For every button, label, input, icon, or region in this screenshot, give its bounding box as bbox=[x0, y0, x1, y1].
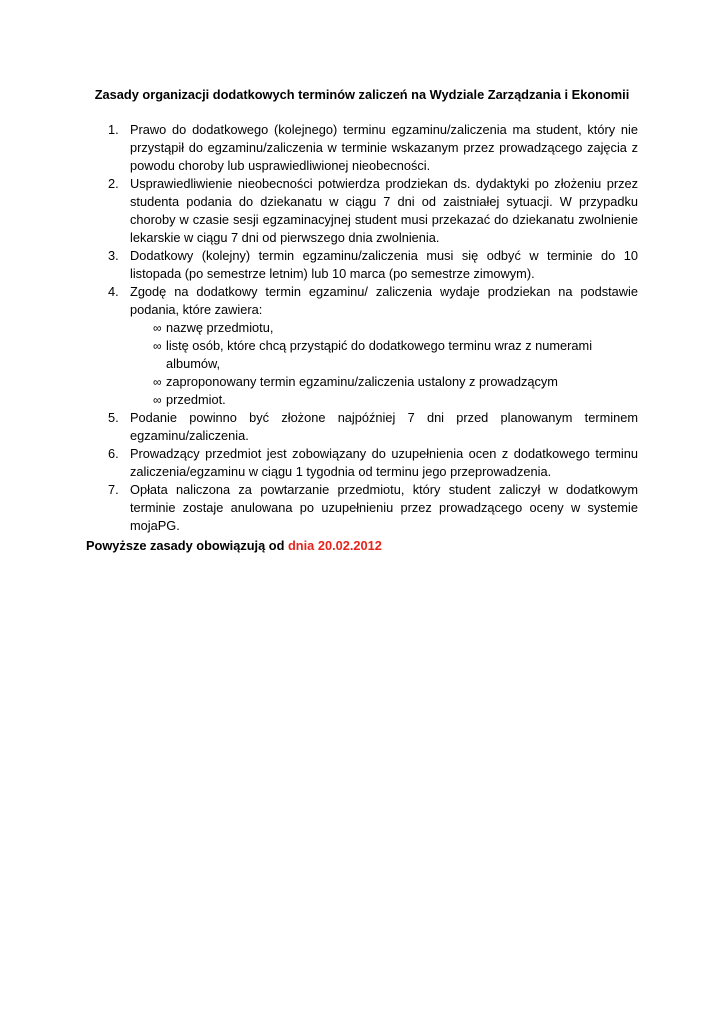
rule-item bbox=[98, 283, 638, 409]
rule-number: 7. bbox=[108, 482, 119, 497]
rule-text: Opłata naliczona za powtarzanie przedmiotu, który student zaliczył w dodatkowym terminie zostaje anulowana po uzupełnieniu przez prowadzącego oceny w systemie mojaPG. bbox=[130, 482, 638, 533]
infinity-bullet-icon: ∞ bbox=[153, 321, 162, 335]
infinity-bullet-icon: ∞ bbox=[153, 339, 162, 353]
rule-number: 3. bbox=[108, 248, 119, 263]
document-title: Zasady organizacji dodatkowych terminów zaliczeń na Wydziale Zarządzania i Ekonomii bbox=[94, 87, 630, 102]
rule-item bbox=[98, 121, 638, 175]
rules-list bbox=[98, 121, 638, 535]
bullet-text: listę osób, które chcą przystąpić do dodatkowego terminu wraz z numerami albumów, bbox=[166, 338, 593, 371]
rule-number: 6. bbox=[108, 446, 119, 461]
infinity-bullet-icon: ∞ bbox=[153, 393, 162, 407]
rule-item bbox=[98, 481, 638, 535]
bullet-text: zaproponowany termin egzaminu/zaliczenia ustalony z prowadzącym bbox=[166, 374, 558, 389]
bullet-item bbox=[130, 337, 638, 373]
bullet-text: przedmiot. bbox=[166, 392, 226, 407]
rule-number: 1. bbox=[108, 122, 119, 137]
rule-number: 4. bbox=[108, 284, 119, 299]
rule-text: Zgodę na dodatkowy termin egzaminu/ zaliczenia wydaje prodziekan na podstawie podania, które zawiera: bbox=[130, 284, 638, 317]
rule-text: Podanie powinno być złożone najpóźniej 7 dni przed planowanym terminem egzaminu/zaliczenia. bbox=[130, 410, 638, 443]
bullet-item bbox=[130, 373, 638, 391]
rule-item bbox=[98, 175, 638, 247]
bullet-item bbox=[130, 391, 638, 409]
infinity-bullet-icon: ∞ bbox=[153, 375, 162, 389]
rule-item bbox=[98, 445, 638, 481]
bullet-list bbox=[130, 319, 638, 409]
rule-number: 2. bbox=[108, 176, 119, 191]
rule-item bbox=[98, 409, 638, 445]
bullet-text: nazwę przedmiotu, bbox=[166, 320, 274, 335]
rule-item bbox=[98, 247, 638, 283]
rule-text: Usprawiedliwienie nieobecności potwierdza prodziekan ds. dydaktyki po złożeniu przez studenta podania do dziekanatu w ciągu 7 dni od zaistniałej sytuacji. W przypadku choroby w czasie sesji egzaminacyjnej student musi przekazać do dziekanatu zwolnienie lekarskie w ciągu 7 dni od pierwszego dnia zwolnienia. bbox=[130, 176, 638, 245]
effective-date: dnia 20.02.2012 bbox=[287, 538, 382, 553]
bullet-item bbox=[130, 319, 638, 337]
rule-text: Dodatkowy (kolejny) termin egzaminu/zaliczenia musi się odbyć w terminie do 10 listopada (po semestrze letnim) lub 10 marca (po semestrze zimowym). bbox=[130, 248, 638, 281]
rule-number: 5. bbox=[108, 410, 119, 425]
effective-date-prefix: Powyższe zasady obowiązują od bbox=[86, 538, 288, 553]
rule-text: Prawo do dodatkowego (kolejnego) terminu egzaminu/zaliczenia ma student, który nie przystąpił do egzaminu/zaliczenia w terminie wskazanym przez prowadzącego zajęcia z powodu choroby lub usprawiedliwionej nieobecności. bbox=[130, 122, 638, 173]
rule-text: Prowadzący przedmiot jest zobowiązany do uzupełnienia ocen z dodatkowego terminu zaliczenia/egzaminu w ciągu 1 tygodnia od terminu jego przeprowadzenia. bbox=[130, 446, 638, 479]
effective-date-note bbox=[86, 537, 382, 555]
